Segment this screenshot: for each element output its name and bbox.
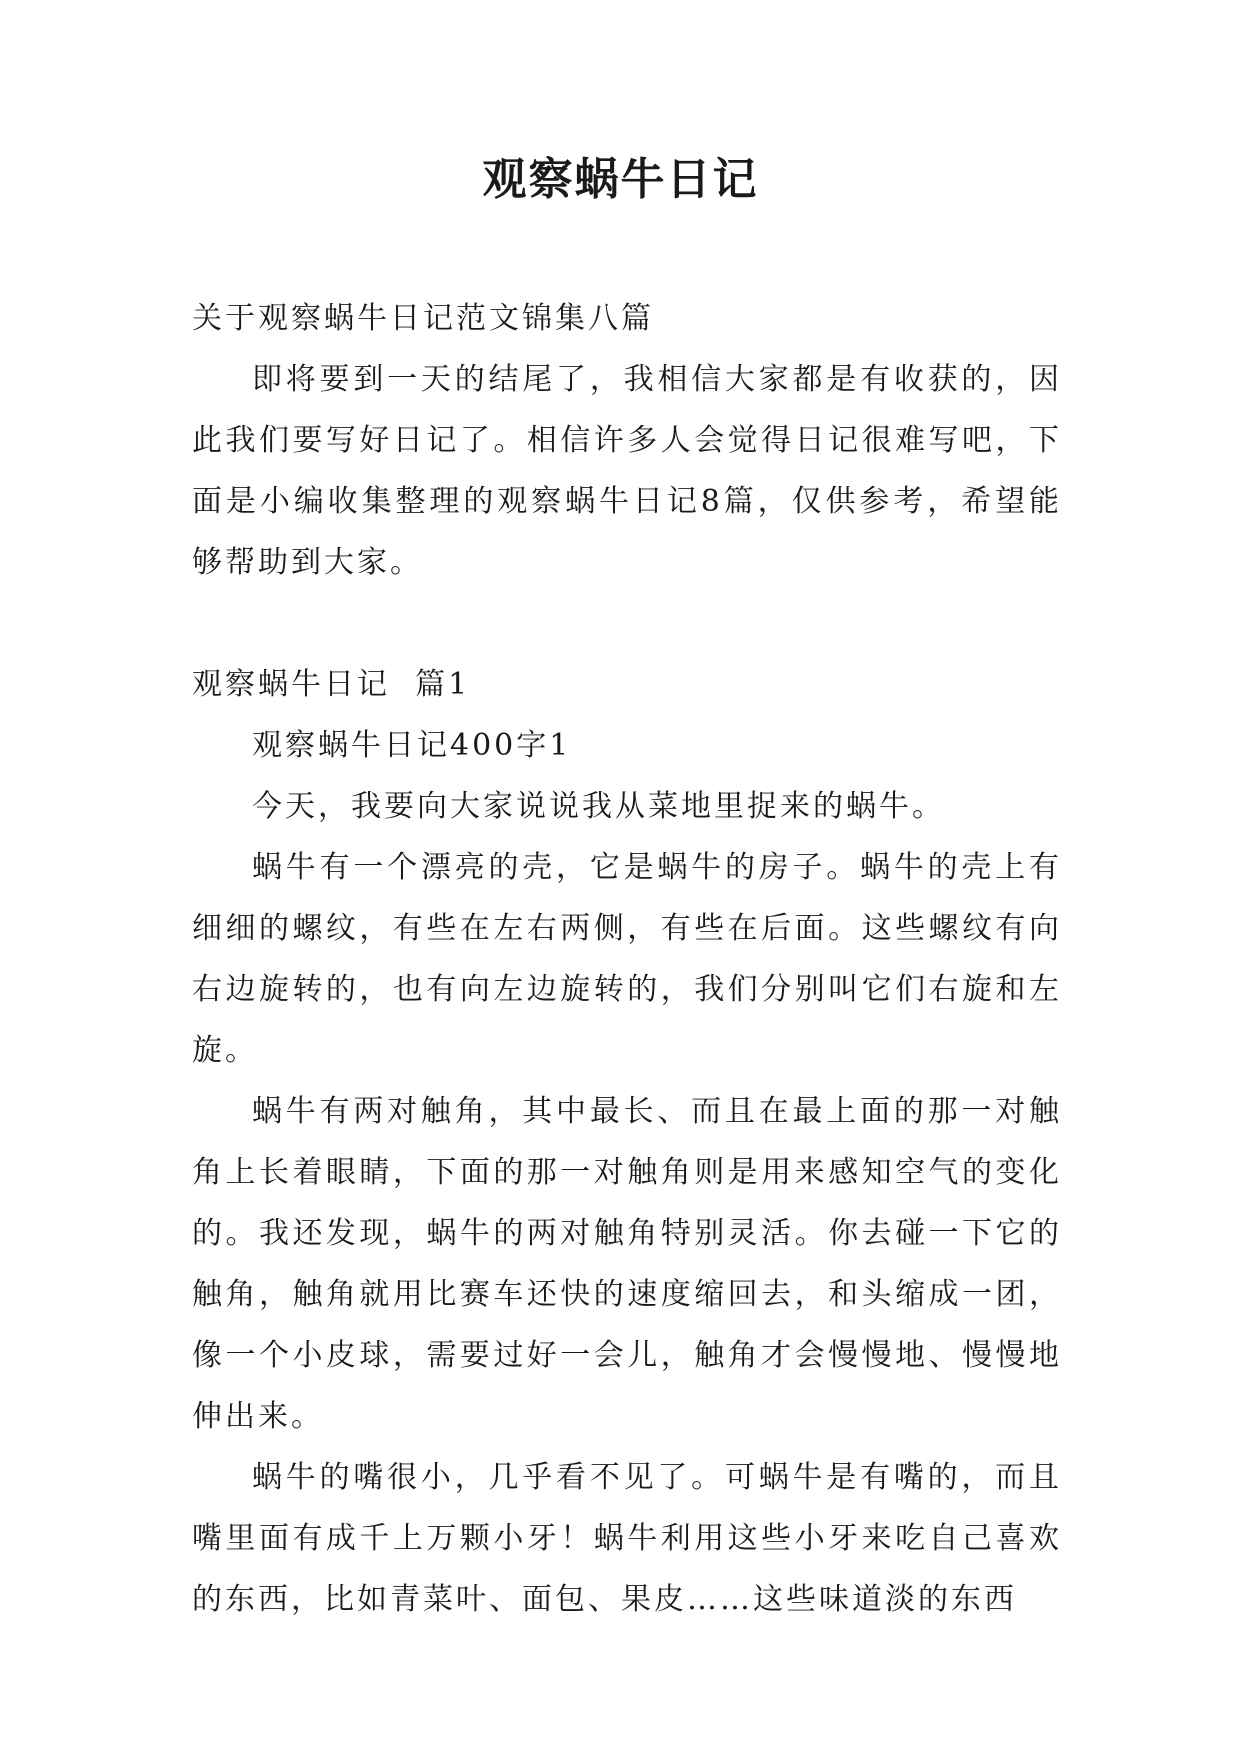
body-paragraph-4: 蜗牛的嘴很小，几乎看不见了。可蜗牛是有嘴的，而且嘴里面有成千上万颗小牙！蜗牛利用这些小牙来吃自己喜欢的东西，比如青菜叶、面包、果皮……这些味道淡的东西 <box>192 1460 1062 1617</box>
body-paragraph-2: 蜗牛有一个漂亮的壳，它是蜗牛的房子。蜗牛的壳上有细细的螺纹，有些在左右两侧，有些在后面。这些螺纹有向右边旋转的，也有向左边旋转的，我们分别叫它们右旋和左旋。 <box>192 850 1062 1068</box>
page-title: 观察蜗牛日记 <box>482 154 759 205</box>
body-paragraph-3: 蜗牛有两对触角，其中最长、而且在最上面的那一对触角上长着眼睛，下面的那一对触角则是用来感知空气的变化的。我还发现，蜗牛的两对触角特别灵活。你去碰一下它的触角，触角就用比赛车还快的速度缩回去，和头缩成一团，像一个小皮球，需要过好一会儿，触角才会慢慢地、慢慢地伸出来。 <box>192 1094 1062 1434</box>
entry-title: 观察蜗牛日记400字1 <box>252 728 572 763</box>
body-paragraph-1: 今天，我要向大家说说我从菜地里捉来的蜗牛。 <box>252 789 945 824</box>
document-body <box>192 288 1062 1630</box>
document-subtitle: 关于观察蜗牛日记范文锦集八篇 <box>192 301 654 336</box>
intro-paragraph: 即将要到一天的结尾了，我相信大家都是有收获的，因此我们要写好日记了。相信许多人会觉得日记很难写吧，下面是小编收集整理的观察蜗牛日记8篇，仅供参考，希望能够帮助到大家。 <box>192 362 1062 580</box>
section-heading: 观察蜗牛日记 篇1 <box>192 667 471 702</box>
